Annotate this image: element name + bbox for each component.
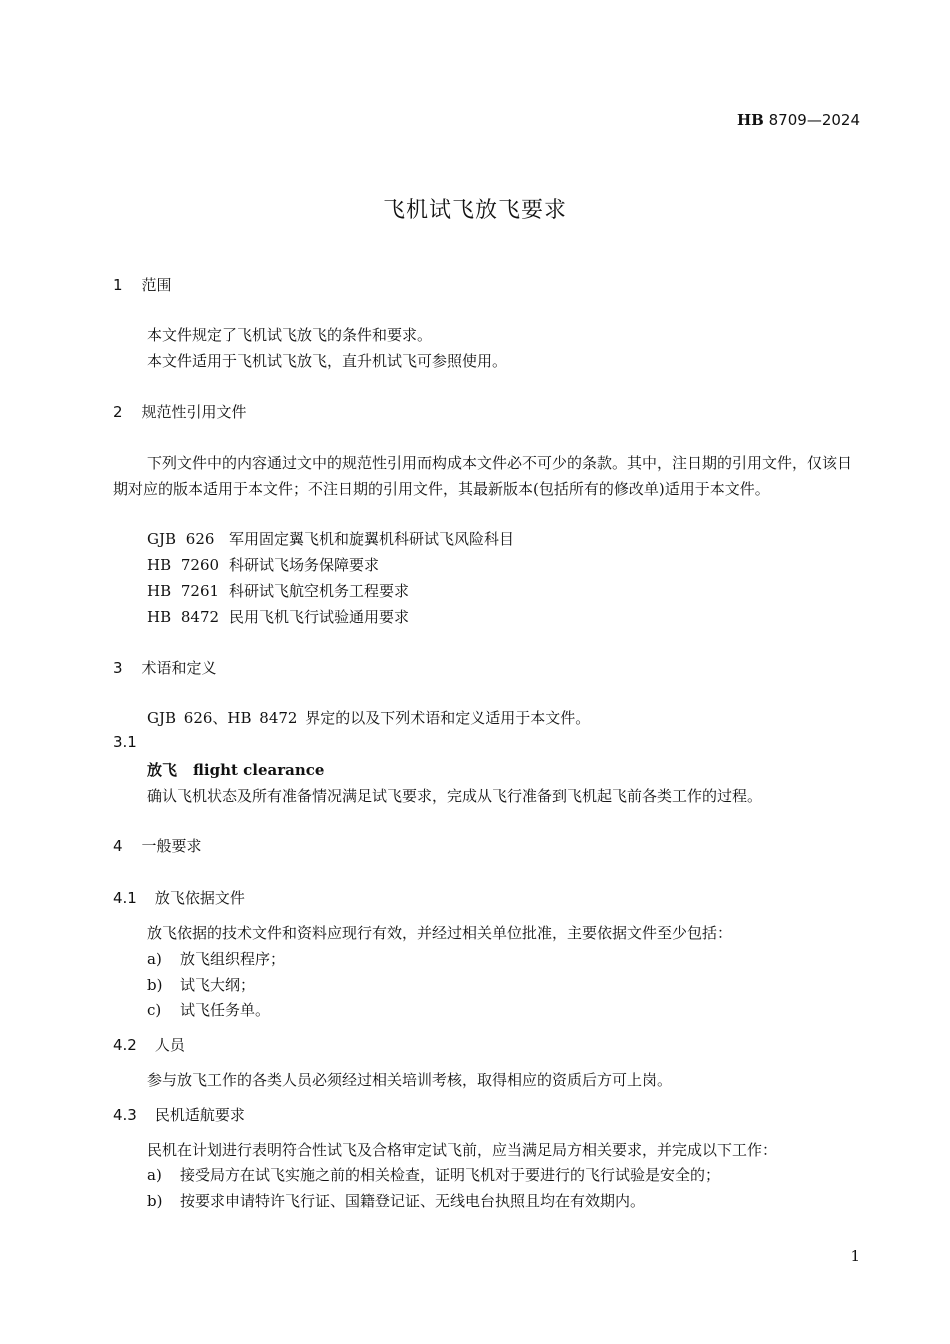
section-number: 2 [113,403,123,421]
reference-code: HB 8472 [147,608,220,626]
paragraph: GJB 626、HB 8472 界定的以及下列术语和定义适用于本文件。 [147,709,591,727]
reference-code: HB 7260 [147,556,220,574]
list-text: 试飞大纲； [180,976,256,994]
reference-title: 民用飞机飞行试验通用要求 [229,608,410,626]
section-number: 1 [113,276,123,294]
list-marker: a) [147,1166,162,1184]
list-marker: c) [147,1001,162,1019]
section-heading-1 [113,274,172,295]
document-code-number: 8709—2024 [768,111,860,129]
section-heading-2 [113,401,247,422]
term-heading [147,759,324,780]
subsection-number: 4.3 [113,1106,137,1124]
reference-item [147,580,409,601]
page-title: 飞机试飞放飞要求 [382,198,567,223]
reference-item [147,606,409,627]
paragraph: 放飞依据的技术文件和资料应现行有效，并经过相关单位批准，主要依据文件至少包括： [147,924,733,942]
section-title: 术语和定义 [141,659,217,677]
section-number: 4 [113,837,123,855]
page-number: 1 [850,1247,860,1265]
section-number: 3 [113,659,123,677]
document-code-prefix: HB [737,111,764,129]
list-marker: b) [147,1192,163,1210]
reference-title: 科研试飞场务保障要求 [229,556,380,574]
list-item [147,1164,720,1185]
subsection-heading-4-1 [113,887,245,908]
list-text: 放飞组织程序； [180,950,286,968]
section-title: 范围 [141,276,172,294]
subsection-number: 4.1 [113,889,137,907]
reference-code: HB 7261 [147,582,220,600]
subsection-title: 人员 [154,1036,185,1054]
document-code [737,111,860,129]
section-title: 一般要求 [141,837,202,855]
paragraph: 本文件规定了飞机试飞放飞的条件和要求。 [147,326,433,344]
term-definition: 确认飞机状态及所有准备情况满足试飞要求，完成从飞行准备到飞机起飞前各类工作的过程。 [147,787,763,805]
term-number: 3.1 [113,733,137,751]
section-title: 规范性引用文件 [141,403,247,421]
term-en: flight clearance [193,761,325,779]
list-item [147,948,285,969]
list-item [147,1190,645,1211]
subsection-number: 4.2 [113,1036,137,1054]
list-text: 接受局方在试飞实施之前的相关检查，证明飞机对于要进行的飞行试验是安全的； [180,1166,721,1184]
list-text: 按要求申请特许飞行证、国籍登记证、无线电台执照且均在有效期内。 [180,1192,646,1210]
paragraph: 民机在计划进行表明符合性试飞及合格审定试飞前，应当满足局方相关要求，并完成以下工作： [147,1141,778,1159]
list-marker: b) [147,976,163,994]
list-text: 试飞任务单。 [180,1001,271,1019]
paragraph: 参与放飞工作的各类人员必须经过相关培训考核，取得相应的资质后方可上岗。 [147,1071,673,1089]
paragraph: 本文件适用于飞机试飞放飞，直升机试飞可参照使用。 [147,352,508,370]
section-heading-4 [113,835,202,856]
reference-title: 科研试飞航空机务工程要求 [229,582,410,600]
reference-title: 军用固定翼飞机和旋翼机科研试飞风险科目 [229,530,515,548]
paragraph-intro: 下列文件中的内容通过文中的规范性引用而构成本文件必不可少的条款。其中，注日期的引用文件，仅该日期对应的版本适用于本文件；不注日期的引用文件，其最新版本(包括所有的修改单)适用于本文件。 [113,454,853,498]
subsection-title: 放飞依据文件 [154,889,245,907]
section-heading-3 [113,657,217,678]
term-zh: 放飞 [147,761,178,779]
subsection-heading-4-2 [113,1034,185,1055]
reference-code: GJB 626 [147,530,215,548]
list-marker: a) [147,950,162,968]
reference-item [147,554,379,575]
reference-item [147,528,514,549]
list-item [147,999,270,1020]
subsection-heading-4-3 [113,1104,245,1125]
subsection-title: 民机适航要求 [154,1106,245,1124]
list-item [147,974,255,995]
